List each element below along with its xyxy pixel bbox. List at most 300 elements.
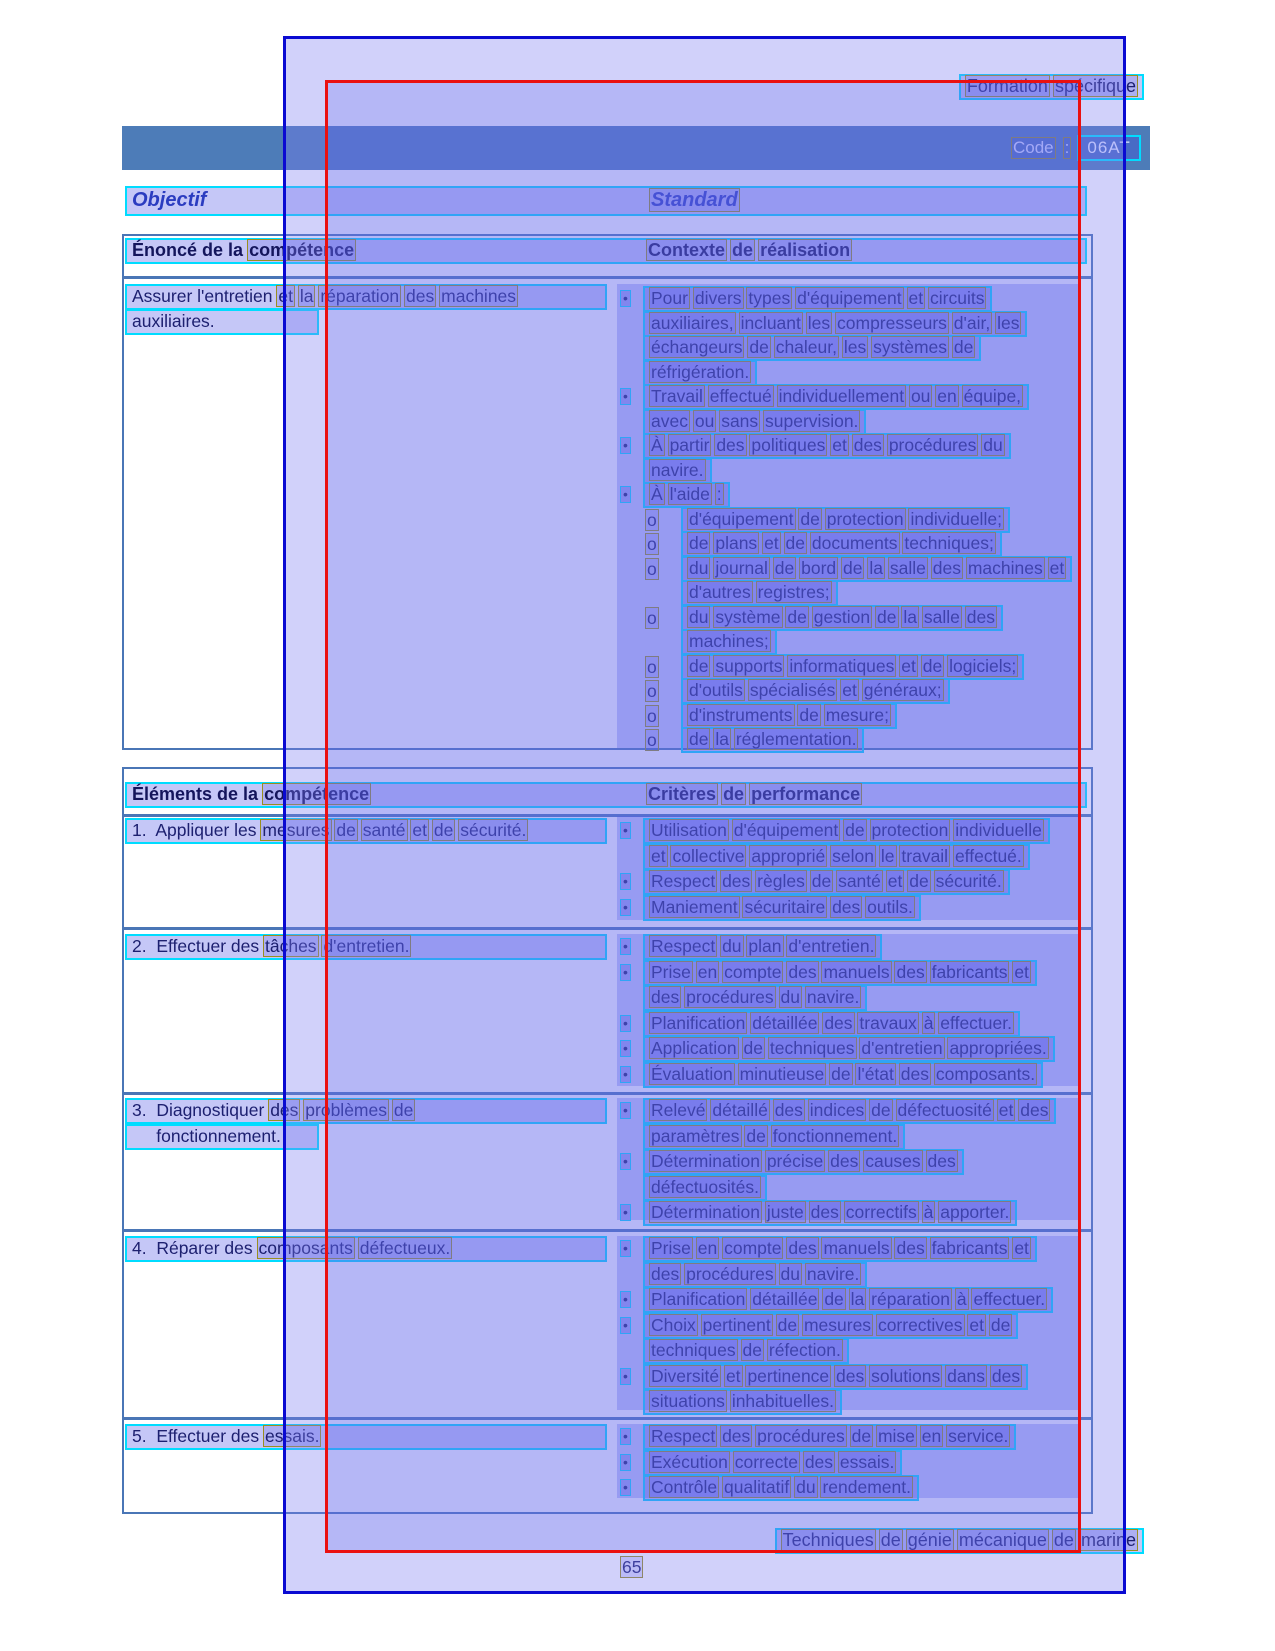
text-line — [127, 1426, 605, 1449]
word-box: des — [788, 962, 817, 982]
text-line — [617, 962, 1035, 985]
word-box: de — [831, 1064, 851, 1084]
word-box: paramètres — [651, 1126, 740, 1146]
word-box: des — [832, 897, 861, 917]
word-box: Planification — [651, 1289, 746, 1309]
line-highlight-box — [645, 897, 919, 919]
line-highlight-box — [961, 76, 1142, 98]
word-box: de — [689, 656, 709, 676]
word-box: la — [903, 607, 917, 627]
word-box: salle — [923, 607, 960, 627]
word-box: en — [937, 386, 957, 406]
word-box: Respect — [651, 1426, 716, 1446]
bullet-icon: • — [623, 437, 628, 453]
bullet-icon: • — [623, 1102, 628, 1118]
row-divider — [123, 1229, 1092, 1232]
word-box: apporter. — [940, 1202, 1010, 1222]
word-box: Techniques — [782, 1530, 874, 1550]
line-highlight-box — [683, 582, 836, 604]
word-box: manuels — [823, 962, 890, 982]
word-box: de — [749, 337, 769, 357]
word-box: inhabituelles. — [731, 1391, 834, 1411]
word-box: performance — [751, 784, 861, 804]
line-highlight-box — [645, 337, 979, 359]
word-box: de — [777, 1315, 798, 1335]
line-highlight-box — [645, 484, 728, 506]
word-box: problèmes — [305, 1100, 387, 1120]
code-separator: : — [1064, 138, 1070, 157]
text-line — [127, 1100, 605, 1123]
word-box: À — [651, 484, 663, 504]
word-box: à — [923, 1202, 934, 1222]
text-line — [617, 1013, 1018, 1036]
word-box: mesures — [262, 820, 330, 840]
word-box: techniques — [769, 1038, 855, 1058]
line-highlight-box — [645, 936, 880, 958]
word-box: détaillée — [752, 1013, 818, 1033]
word-box: essais. — [265, 1426, 320, 1446]
word-box: À — [651, 435, 663, 455]
word-box: de — [393, 1100, 414, 1120]
word-box: système — [715, 607, 781, 627]
word-box: du — [796, 1477, 816, 1497]
line-highlight-box — [645, 411, 864, 433]
word-box: journal — [715, 558, 768, 578]
word-box: des — [716, 435, 745, 455]
word-box: effectué. — [954, 846, 1022, 866]
text-run — [647, 784, 861, 805]
word-box: mise — [877, 1426, 915, 1446]
word-box: procédures — [757, 1426, 845, 1446]
row-divider — [123, 1417, 1092, 1420]
bullet-icon: • — [623, 1066, 628, 1082]
word-box: effectuer. — [940, 1013, 1012, 1033]
word-box: d'autres — [689, 582, 751, 602]
text-line — [617, 987, 865, 1010]
word-box: équipe, — [963, 386, 1022, 406]
text-line — [617, 1452, 900, 1475]
word-box: divers — [694, 288, 742, 308]
word-box: des — [722, 871, 751, 891]
line-highlight-box — [621, 1557, 642, 1579]
word-box: détaillée — [752, 1289, 818, 1309]
text-line — [127, 784, 1085, 807]
text-line — [617, 1126, 903, 1149]
word-box: des — [722, 1426, 751, 1446]
bullet-icon: • — [623, 964, 628, 980]
word-box: mécanique — [958, 1530, 1047, 1550]
word-box: causes — [865, 1151, 921, 1171]
bullet-icon: • — [623, 1291, 628, 1307]
word-box: techniques; — [904, 533, 994, 553]
word-box: composants — [258, 1238, 353, 1258]
word-box: réparation — [871, 1289, 950, 1309]
word-box: protection — [826, 509, 904, 529]
text-line — [617, 1340, 847, 1363]
word-box: spécialisés — [749, 680, 836, 700]
word-box: informatiques — [789, 656, 895, 676]
word-box: des — [896, 962, 925, 982]
text-line — [127, 188, 1085, 211]
word-box: des — [1020, 1100, 1049, 1120]
word-box: réfrigération. — [651, 362, 750, 382]
word-box: machines — [967, 558, 1043, 578]
word-box: procédures — [888, 435, 977, 455]
line-highlight-box — [645, 1151, 962, 1173]
word-box: des — [651, 987, 680, 1007]
word-box: compétence — [249, 240, 355, 260]
word-box: ou — [694, 411, 715, 431]
text-run: Assurer l'entretien — [132, 286, 273, 306]
word-box: et — [764, 533, 779, 553]
word-box: l'aide — [669, 484, 710, 504]
text-line — [617, 1315, 1016, 1338]
word-box: de — [742, 1340, 762, 1360]
line-highlight-box — [645, 846, 1028, 868]
word-box: et — [887, 871, 903, 891]
word-box: de — [990, 1315, 1011, 1335]
bullet-icon: • — [623, 1317, 628, 1333]
word-box: défectuosités. — [651, 1177, 759, 1197]
word-box: des — [900, 1064, 929, 1084]
word-box: et — [908, 288, 924, 308]
word-box: la — [850, 1289, 865, 1309]
bullet-icon: • — [623, 1368, 628, 1384]
text-line — [127, 240, 1085, 263]
word-box: Choix — [651, 1315, 696, 1335]
word-box: de — [953, 337, 974, 357]
word-box: correctifs — [845, 1202, 917, 1222]
sub-bullet-icon: o — [647, 510, 657, 530]
word-box: du — [780, 987, 800, 1007]
line-highlight-box — [645, 820, 1048, 842]
word-box: fonctionnement. — [772, 1126, 898, 1146]
word-box: à — [956, 1289, 967, 1309]
word-box: composants. — [935, 1064, 1036, 1084]
word-box: sans — [721, 411, 759, 431]
text-line — [617, 1477, 917, 1500]
word-box: fabricants — [931, 962, 1008, 982]
word-box: du — [689, 607, 709, 627]
word-box: des — [788, 1238, 817, 1258]
word-box: machines — [441, 286, 517, 306]
text-line — [617, 1064, 1041, 1087]
word-box: solutions — [871, 1366, 941, 1386]
sub-bullet-icon: o — [647, 681, 657, 701]
text-line — [617, 509, 1008, 532]
text-line — [617, 337, 979, 360]
word-box: des — [804, 1452, 834, 1472]
word-box: des — [966, 607, 995, 627]
sub-bullet-icon: o — [647, 534, 657, 554]
word-box: juste — [766, 1202, 804, 1222]
word-box: des — [927, 1151, 956, 1171]
word-box: du — [780, 1264, 800, 1284]
text-line — [617, 820, 1048, 843]
word-box: Travail — [651, 386, 703, 406]
word-box: d'équipement — [689, 509, 794, 529]
text-run: 2. Effectuer des — [132, 936, 260, 956]
line-highlight-box — [645, 1340, 847, 1362]
word-box: Évaluation — [651, 1064, 733, 1084]
word-box: auxiliaires, — [651, 313, 734, 333]
word-box: généraux; — [863, 680, 942, 700]
text-line — [127, 1126, 317, 1149]
text-line — [617, 1202, 1015, 1225]
word-box: de — [922, 656, 943, 676]
word-box: les — [807, 313, 831, 333]
word-box: sécuritaire — [744, 897, 826, 917]
word-box: des — [774, 1100, 803, 1120]
code-label: Code — [1013, 138, 1054, 157]
word-box: Prise — [651, 962, 691, 982]
code-value: 06AT — [1087, 138, 1131, 157]
text-line — [617, 680, 948, 703]
text-line — [617, 411, 864, 434]
word-box: sécurité. — [935, 871, 1002, 891]
text-line — [617, 386, 1027, 409]
word-box: correctives — [877, 1315, 963, 1335]
word-box: Respect — [651, 871, 716, 891]
text-line — [127, 311, 317, 334]
word-box: individuellement — [778, 386, 905, 406]
text-line — [617, 460, 710, 483]
word-box: mesure; — [825, 705, 889, 725]
word-box: essais. — [839, 1452, 895, 1472]
word-box: Maniement — [651, 897, 738, 917]
word-box: des — [836, 1366, 865, 1386]
word-box: d'instruments — [689, 705, 793, 725]
word-box: situations — [651, 1391, 725, 1411]
word-box: de — [689, 729, 709, 749]
table-header-divider — [123, 276, 1092, 279]
text-line — [127, 820, 605, 843]
line-highlight-box — [683, 680, 948, 702]
word-box: de — [336, 820, 356, 840]
word-box: les — [997, 313, 1020, 333]
line-highlight-box — [645, 1064, 1041, 1086]
line-highlight-box — [683, 533, 1000, 555]
line-highlight-box — [127, 1426, 605, 1448]
word-box: de — [843, 558, 863, 578]
text-run: auxiliaires. — [132, 311, 215, 331]
word-box: en — [697, 1238, 718, 1258]
word-box: manuels — [823, 1238, 890, 1258]
word-box: et — [412, 820, 428, 840]
text-run: 5. Effectuer des — [132, 1426, 260, 1446]
word-box: chaleur, — [775, 337, 837, 357]
row-divider — [123, 1092, 1092, 1095]
word-box: défectuosité — [897, 1100, 992, 1120]
line-highlight-box — [645, 460, 710, 482]
line-highlight-box — [683, 558, 1070, 580]
word-box: de — [732, 240, 754, 260]
line-highlight-box — [127, 286, 605, 308]
word-box: et — [901, 656, 916, 676]
word-box: individuelle — [955, 820, 1042, 840]
line-highlight-box — [127, 240, 1085, 262]
bullet-icon: • — [623, 1428, 628, 1444]
sub-bullet-icon: o — [647, 559, 657, 579]
word-box: et — [1014, 1238, 1029, 1258]
line-highlight-box — [645, 1315, 1016, 1337]
word-box: outils. — [867, 897, 913, 917]
word-box: navire. — [806, 1264, 860, 1284]
word-box: marine — [1080, 1530, 1136, 1550]
word-box: des — [991, 1366, 1021, 1386]
word-box: de — [787, 607, 807, 627]
bullet-icon: • — [623, 1153, 628, 1169]
word-box: de — [909, 871, 929, 891]
text-line — [617, 897, 919, 920]
word-box: Contexte — [648, 240, 726, 260]
line-highlight-box — [683, 631, 775, 653]
text-line — [617, 1391, 840, 1414]
word-box: Pour — [651, 288, 688, 308]
word-box: supports — [715, 656, 783, 676]
word-box: de — [871, 1100, 891, 1120]
word-box: de — [811, 871, 832, 891]
word-box: techniques — [651, 1340, 736, 1360]
word-box: et — [651, 846, 666, 866]
line-highlight-box — [127, 188, 1085, 214]
word-box: bord — [801, 558, 837, 578]
line-highlight-box — [645, 1366, 1026, 1388]
text-line — [961, 76, 1142, 99]
word-box: réparation — [320, 286, 400, 306]
line-highlight-box — [645, 962, 1035, 984]
word-box: approprié — [751, 846, 826, 866]
word-box: de — [689, 533, 709, 553]
word-box: à — [923, 1013, 934, 1033]
word-box: Relevé — [651, 1100, 706, 1120]
bullet-icon: • — [623, 1454, 628, 1470]
word-box: salle — [889, 558, 926, 578]
word-box: registres; — [757, 582, 830, 602]
text-line — [617, 582, 836, 605]
word-box: l'état — [857, 1064, 894, 1084]
word-box: Standard — [651, 189, 738, 211]
word-box: compétence — [264, 784, 370, 804]
word-box: la — [715, 729, 729, 749]
bullet-icon: • — [623, 1479, 628, 1495]
word-box: d'air, — [953, 313, 991, 333]
word-box: réglementation. — [735, 729, 857, 749]
line-highlight-box — [127, 1100, 605, 1122]
text-line — [617, 871, 1008, 894]
word-box: politiques — [751, 435, 826, 455]
word-box: des — [810, 1202, 839, 1222]
word-box: des — [406, 286, 435, 306]
line-highlight-box — [645, 987, 865, 1009]
text-line — [617, 656, 1022, 679]
word-box: et — [969, 1315, 985, 1335]
word-box: les — [843, 337, 867, 357]
line-highlight-box — [645, 1202, 1015, 1224]
sub-bullet-icon: o — [647, 730, 657, 750]
text-run — [650, 188, 739, 213]
line-highlight-box — [645, 1289, 1051, 1311]
word-box: pertinent — [702, 1315, 771, 1335]
line-highlight-box — [683, 729, 862, 751]
word-box: spécifique — [1054, 76, 1136, 96]
word-box: le — [880, 846, 895, 866]
line-highlight-box — [683, 607, 1001, 629]
bullet-icon: • — [623, 486, 628, 502]
word-box: d'entretien. — [788, 936, 875, 956]
text-line — [777, 1530, 1142, 1553]
word-box: logiciels; — [949, 656, 1017, 676]
word-box: de — [433, 820, 454, 840]
word-box: d'entretien — [861, 1038, 943, 1058]
word-box: de — [880, 1530, 901, 1550]
word-box: protection — [871, 820, 949, 840]
text-line — [617, 288, 990, 311]
word-box: précise — [766, 1151, 824, 1171]
text-line — [617, 1100, 1054, 1123]
word-box: Détermination — [651, 1202, 760, 1222]
word-box: d'outils — [689, 680, 743, 700]
line-highlight-box — [645, 435, 1009, 457]
line-highlight-box — [645, 1100, 1054, 1122]
code-header-band — [122, 126, 1150, 170]
word-box: individuelle; — [910, 509, 1002, 529]
line-highlight-box — [127, 1126, 317, 1148]
word-box: des — [830, 1151, 859, 1171]
word-box: santé — [838, 871, 881, 891]
word-box: la — [299, 286, 314, 306]
text-line — [617, 435, 1009, 458]
word-box: détaillé — [712, 1100, 768, 1120]
word-box: effectué — [709, 386, 772, 406]
word-box: supervision. — [765, 411, 859, 431]
word-box: indices — [809, 1100, 865, 1120]
word-box: plans — [715, 533, 758, 553]
bullet-icon: • — [623, 938, 628, 954]
word-box: tâches — [265, 936, 317, 956]
code-value-box — [1079, 137, 1138, 159]
bullet-icon: • — [623, 290, 628, 306]
word-box: de — [1053, 1530, 1074, 1550]
bullet-icon: • — [623, 388, 628, 404]
word-box: et — [725, 1366, 741, 1386]
sub-bullet-icon: o — [647, 608, 657, 628]
word-box: travail — [901, 846, 949, 866]
text-line — [617, 362, 755, 385]
word-box: fabricants — [931, 1238, 1008, 1258]
word-box: du — [983, 435, 1003, 455]
text-line — [127, 286, 605, 309]
word-box: Application — [651, 1038, 737, 1058]
bullet-icon: • — [623, 1015, 628, 1031]
line-highlight-box — [645, 1013, 1018, 1035]
word-box: : — [716, 484, 722, 504]
text-line — [617, 631, 775, 654]
word-box: défectueux. — [359, 1238, 451, 1258]
word-box: qualitatif — [724, 1477, 790, 1497]
word-box: machines; — [689, 631, 769, 651]
word-box: plan — [748, 936, 782, 956]
word-box: correcte — [734, 1452, 798, 1472]
word-box: et — [1049, 558, 1065, 578]
line-highlight-box — [127, 1238, 605, 1260]
line-highlight-box — [645, 1264, 865, 1286]
row-divider — [123, 927, 1092, 930]
word-box: Respect — [651, 936, 716, 956]
text-line — [617, 1426, 1014, 1449]
bullet-icon: • — [623, 873, 628, 889]
text-line — [617, 705, 895, 728]
